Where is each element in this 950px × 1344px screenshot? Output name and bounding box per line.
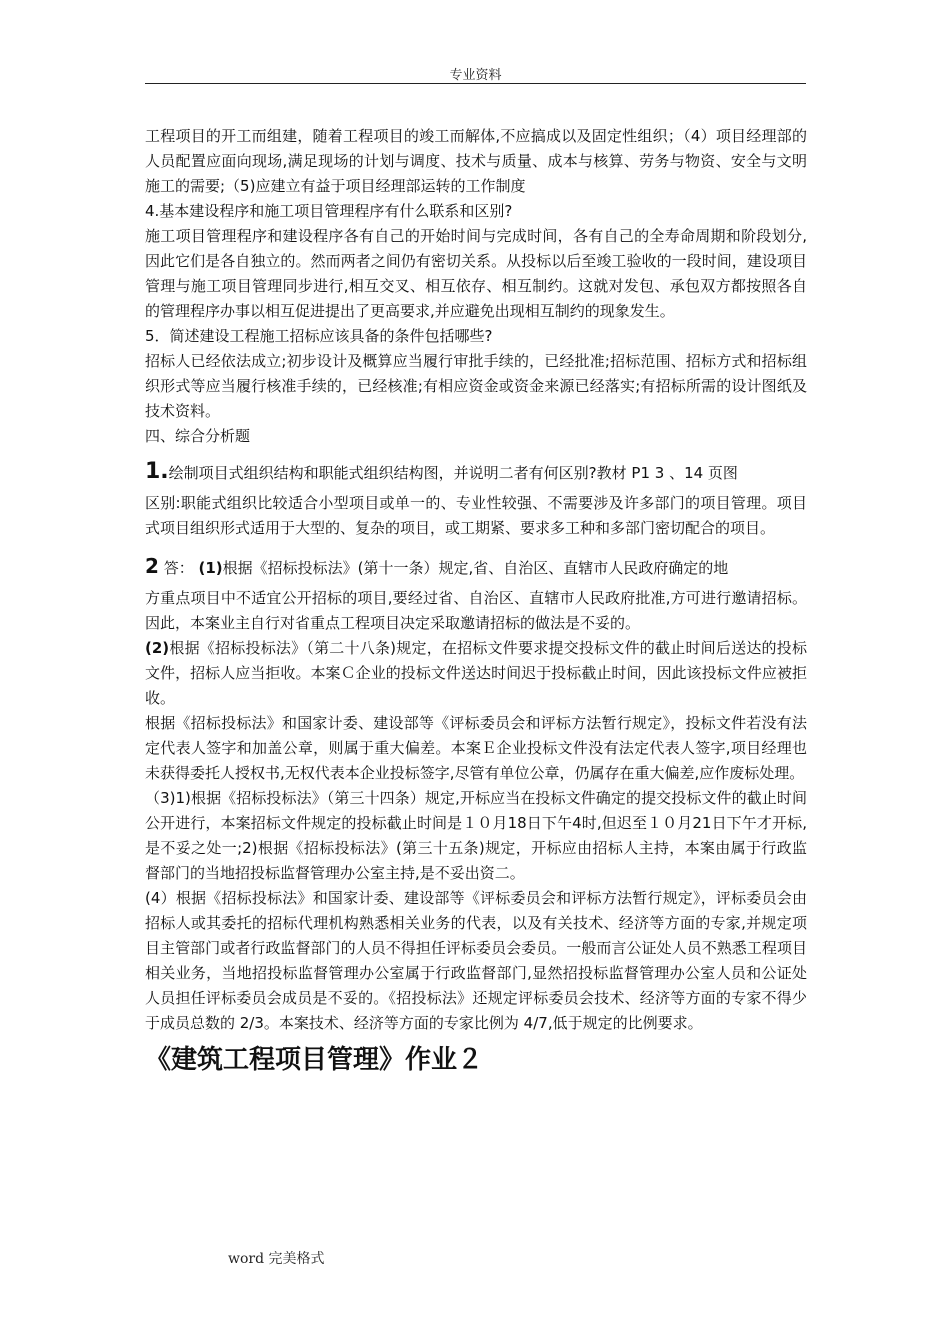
answer-4: 施工项目管理程序和建设程序各有自己的开始时间与完成时间，各有自己的全寿命周期和阶段划分,因此它们是各自独立的。然而两者之间仍有密切关系。从投标以后至竣工验收的一段时间，建设项目管理与施工项目管理同步进行,相互交叉、相互依存、相互制约。这就对发包、承包双方都按照各自的管理程序办事以相互促进提出了更高要求,并应避免出现相互制约的现象发生。: [145, 227, 807, 320]
analysis-answer-2-part-5: (4）根据《招标投标法》和国家计委、建设部等《评标委员会和评标方法暂行规定》，评标委员会由招标人或其委托的招标代理机构熟悉相关业务的代表，以及有关技术、经济等方面的专家,并规定项目主管部门或者行政监督部门的人员不得担任评标委员会委员。一般而言公证处人员不熟悉工程项目相关业务，当地招投标监督管理办公室属于行政监督部门,显然招投标监督管理办公室人员和公证处人员担任评标委员会成员是不妥的。《招投标法》还规定评标委员会技术、经济等方面的专家不得少于成员总数的 2/3。本案技术、经济等方面的专家比例为 4/7,低于规定的比例要求。: [145, 889, 807, 1032]
question-5: 5．简述建设工程施工招标应该具备的条件包括哪些?: [145, 327, 493, 345]
question-2-label: (1): [198, 559, 223, 577]
question-1-text: 绘制项目式组织结构和职能式组织结构图，并说明二者有何区别?教材 P1 3 、14 页图: [168, 464, 738, 482]
analysis-question-2: [145, 551, 807, 583]
analysis-answer-1: 区别:职能式组织比较适合小型项目或单一的、专业性较强、不需要涉及许多部门的项目管理。项目式项目组织形式适用于大型的、复杂的项目，或工期紧、要求多工种和多部门密切配合的项目。: [145, 494, 807, 537]
paragraph-project-dept: 工程项目的开工而组建，随着工程项目的竣工而解体,不应搞成以及固定性组织；（4）项目经理部的人员配置应面向现场,满足现场的计划与调度、技术与质量、成本与核算、劳务与物资、安全与文明施工的需要;（5)应建立有益于项目经理部运转的工作制度: [145, 127, 807, 195]
question-2-prefix: 答：: [163, 559, 194, 577]
section-heading-analysis: 四、综合分析题: [145, 427, 251, 445]
analysis-answer-2-part-1: 方重点项目中不适宜公开招标的项目,要经过省、自治区、直辖市人民政府批准,方可进行邀请招标。因此，本案业主自行对省重点工程项目决定采取邀请招标的做法是不妥的。: [145, 589, 807, 632]
assignment-2-heading: 《建筑工程项目管理》作业２: [145, 1045, 484, 1075]
analysis-question-1: [145, 457, 807, 488]
question-4: 4.基本建设程序和施工项目管理程序有什么联系和区别?: [145, 202, 513, 220]
question-1-number: 1.: [145, 459, 169, 484]
header-rule: [145, 83, 806, 84]
analysis-answer-2-part-3: 根据《招标投标法》和国家计委、建设部等《评标委员会和评标方法暂行规定》，投标文件若没有法定代表人签字和加盖公章，则属于重大偏差。本案Ｅ企业投标文件没有法定代表人签字,项目经理也未获得委托人授权书,无权代表本企业投标签字,尽管有单位公章，仍属存在重大偏差,应作废标处理。: [145, 714, 807, 782]
question-2-text: 根据《招标投标法》(第十一条）规定,省、自治区、直辖市人民政府确定的地: [222, 559, 729, 577]
analysis-answer-2-part-2: [145, 636, 807, 711]
analysis-answer-2-part-4: （3)1)根据《招标投标法》（第三十四条）规定,开标应当在投标文件确定的提交投标文件的截止时间公开进行，本案招标文件规定的投标截止时间是１０月18日下午4时,但迟至１０月21日下午才开标,是不妥之处一;2)根据《招标投标法》(第三十五条)规定，开标应由招标人主持，本案由属于行政监督部门的当地招投标监督管理办公室主持,是不妥出资二。: [145, 789, 807, 882]
part-2-label: (2): [145, 639, 170, 657]
page-header: 专业资料: [449, 68, 502, 83]
page-footer: word 完美格式: [228, 1251, 325, 1267]
answer-5: 招标人已经依法成立;初步设计及概算应当履行审批手续的，已经批准;招标范围、招标方式和招标组织形式等应当履行核准手续的，已经核准;有相应资金或资金来源已经落实;有招标所需的设计图纸及技术资料。: [145, 352, 807, 420]
part-2-text: 根据《招标投标法》（第二十八条)规定，在招标文件要求提交投标文件的截止时间后送达的投标文件，招标人应当拒收。本案Ｃ企业的投标文件送达时间迟于投标截止时间，因此该投标文件应被拒收。: [145, 639, 807, 707]
question-2-number: 2: [145, 554, 159, 578]
document-body: [145, 124, 807, 1079]
